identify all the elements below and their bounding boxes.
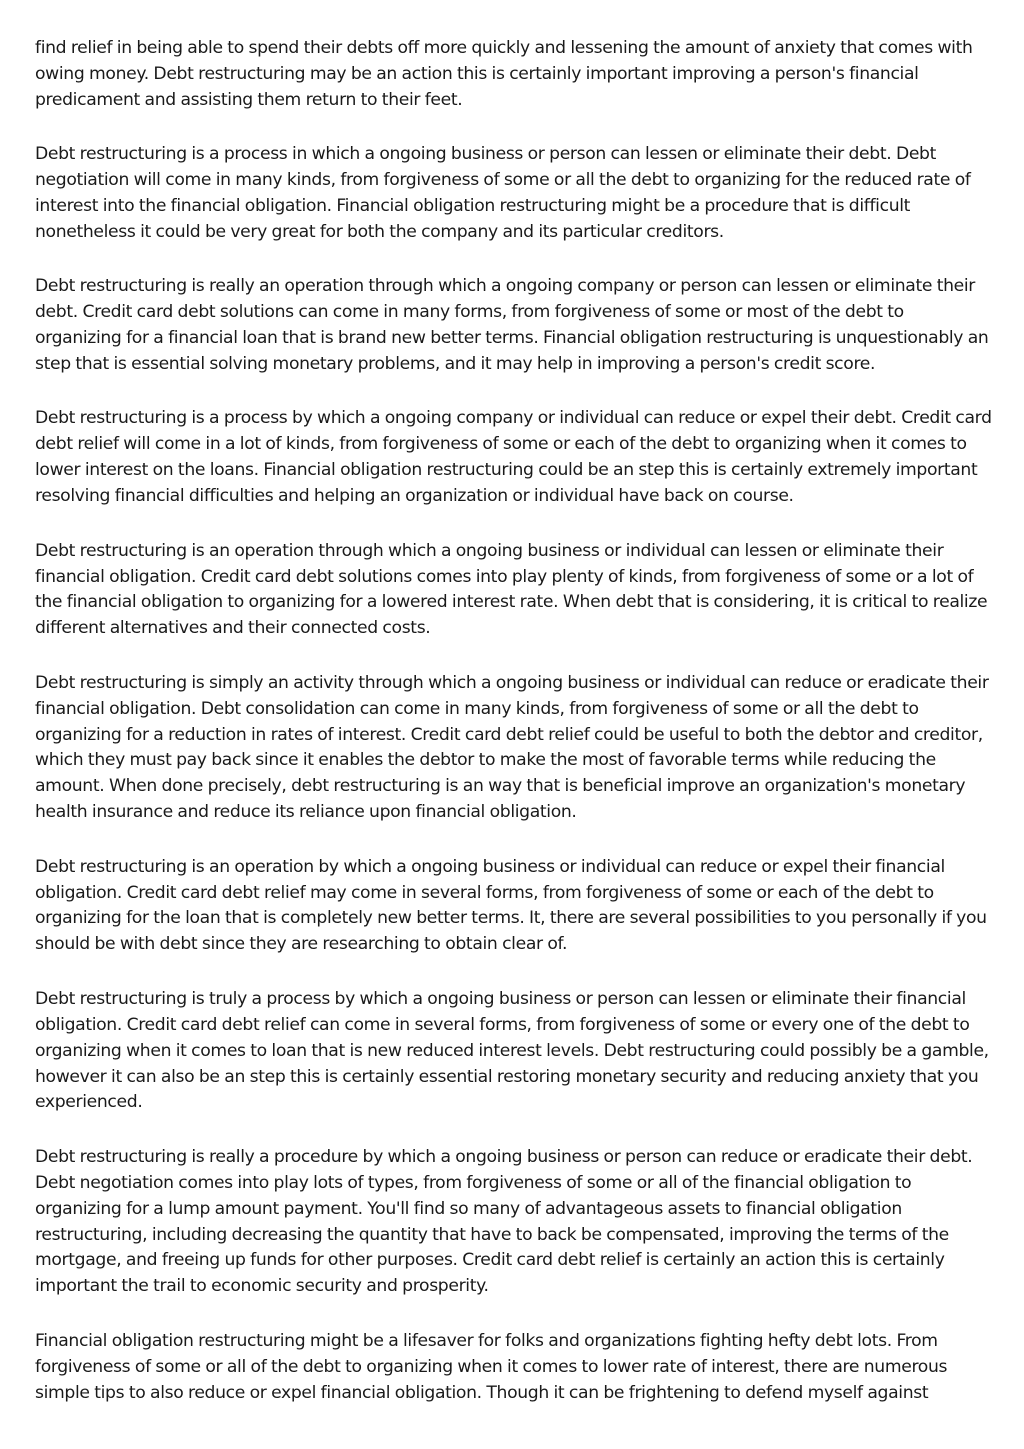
paragraph: Debt restructuring is a process in which a ongoing business or person can lessen or eliminate their debt. Debt negotiation will come in many kinds, from forgiveness of some or all the debt to organizing for the reduced rate of interest into the financial obligation. Financial obligation restructuring might be a procedure that is difficult nonetheless it could be very great for both the company and its particular creditors. bbox=[35, 144, 971, 242]
paragraph: Debt restructuring is really an operation through which a ongoing company or person can lessen or eliminate their debt. Credit card debt solutions can come in many forms, from forgiveness of some or most of the debt to organizing for a financial loan that is brand new better terms. Financial obligation restructuring is unquestionably an step that is essential solving monetary problems, and it may help in improving a person's credit score. bbox=[35, 276, 989, 375]
paragraph: Debt restructuring is an operation through which a ongoing business or individual can lessen or eliminate their financial obligation. Credit card debt solutions comes into play plenty of kinds, from forgiveness of some or a lot of the financial obligation to organizing for a lowered interest rate. When debt that is considering, it is critical to realize different alternatives and their connected costs. bbox=[35, 540, 988, 639]
paragraph: Debt restructuring is really a procedure by which a ongoing business or person can reduce or eradicate their debt. Debt negotiation comes into play lots of types, from forgiveness of some or all of the financial obligation to organizing for a lump amount payment. You'll find so many of advantageous assets to financial obligation restructuring, including decreasing the quantity that have to back be compensated, improving the terms of the mortgage, and freeing up funds for other purposes. Credit card debt relief is certainly an action this is certainly important the trail to economic security and prosperity. bbox=[35, 1146, 973, 1297]
document-body bbox=[35, 36, 993, 1435]
paragraph: find relief in being able to spend their debts off more quickly and lessening the amount of anxiety that comes with owing money. Debt restructuring may be an action this is certainly important improving a person's financial predicament and assisting them return to their feet. bbox=[35, 38, 973, 110]
paragraph: Debt restructuring is truly a process by which a ongoing business or person can lessen or eliminate their financial obligation. Credit card debt relief can come in several forms, from forgiveness of some or every one of the debt to organizing when it comes to loan that is new reduced interest levels. Debt restructuring could possibly be a gamble, however it can also be an step this is certainly essential restoring monetary security and reducing anxiety that you experienced. bbox=[35, 988, 989, 1113]
paragraph: Debt restructuring is a process by which a ongoing company or individual can reduce or expel their debt. Credit card debt relief will come in a lot of kinds, from forgiveness of some or each of the debt to organizing when it comes to lower interest on the loans. Financial obligation restructuring could be an step this is certainly extremely important resolving financial difficulties and helping an organization or individual have back on course. bbox=[35, 408, 992, 507]
paragraph: Debt restructuring is an operation by which a ongoing business or individual can reduce or expel their financial obligation. Credit card debt relief may come in several forms, from forgiveness of some or each of the debt to organizing for the loan that is completely new better terms. It, there are several possibilities to you personally if you should be with debt since they are researching to obtain clear of. bbox=[35, 856, 987, 955]
paragraph: Financial obligation restructuring might be a lifesaver for folks and organizations fighting hefty debt lots. From forgiveness of some or all of the debt to organizing when it comes to lower rate of interest, there are numerous simple tips to also reduce or expel financial obligation. Though it can be frightening to defend myself against bbox=[35, 1330, 948, 1403]
paragraph: Debt restructuring is simply an activity through which a ongoing business or individual can reduce or eradicate their financial obligation. Debt consolidation can come in many kinds, from forgiveness of some or all the debt to organizing for a reduction in rates of interest. Credit card debt relief could be useful to both the debtor and creditor, which they must pay back since it enables the debtor to make the most of favorable terms while reducing the amount. When done precisely, debt restructuring is an way that is beneficial improve an organization's monetary health insurance and reduce its reliance upon financial obligation. bbox=[35, 672, 989, 823]
